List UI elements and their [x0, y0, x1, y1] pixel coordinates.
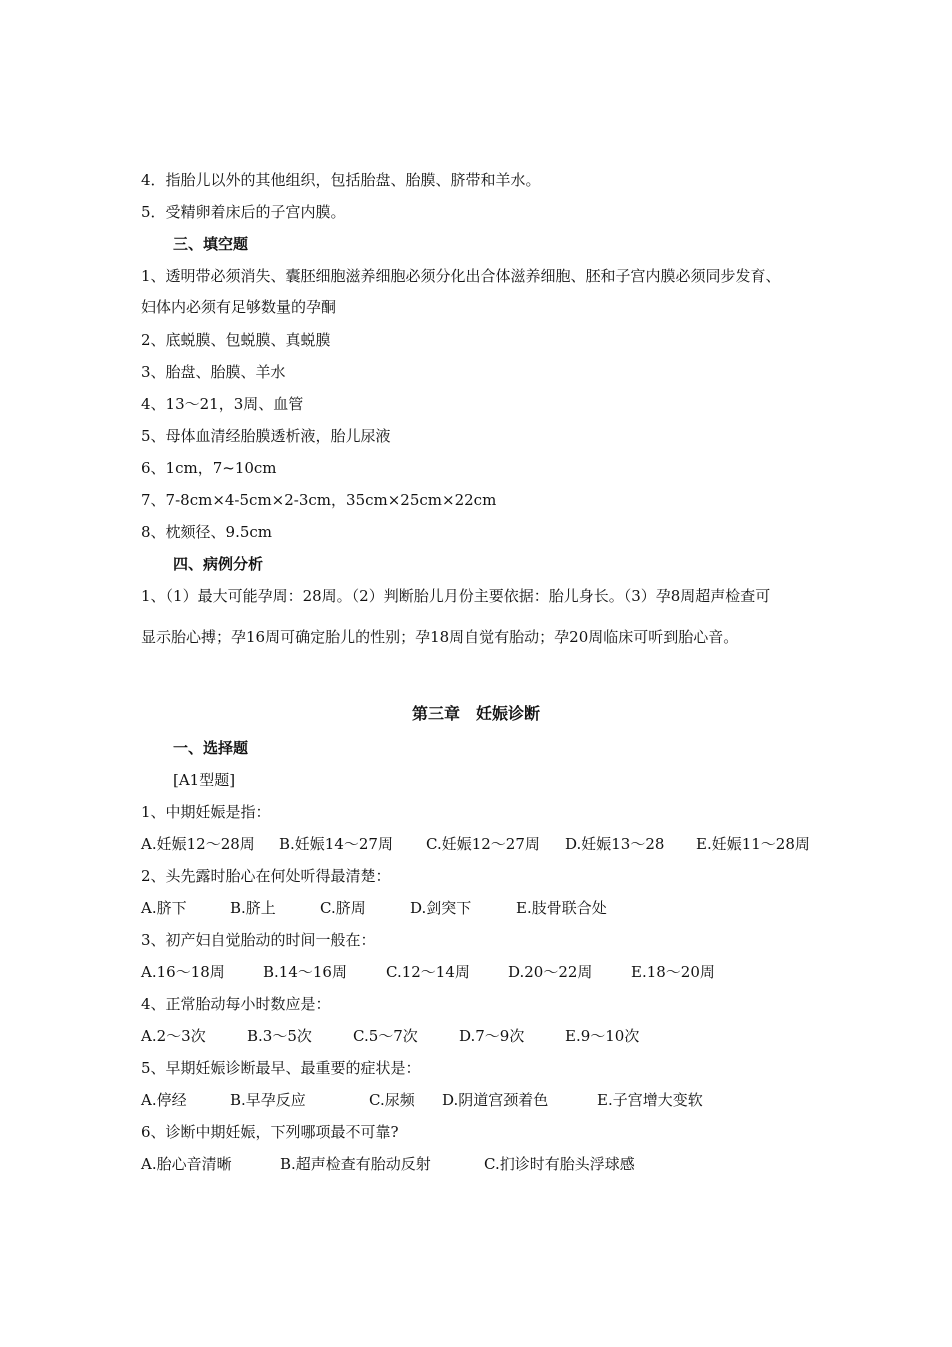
answer-line: 4．指胎儿以外的其他组织，包括胎盘、胎膜、脐带和羊水。	[141, 171, 541, 189]
fill-blank-answer: 6、1cm，7~10cm	[141, 459, 277, 477]
question-options	[141, 962, 715, 982]
fill-blank-answer: 5、母体血清经胎膜透析液，胎儿尿液	[141, 427, 391, 445]
option: C.5～7次	[353, 1027, 418, 1045]
option: C.扪诊时有胎头浮球感	[484, 1155, 635, 1173]
question-text: 6、诊断中期妊娠，下列哪项最不可靠?	[141, 1123, 399, 1141]
option: E.9～10次	[565, 1027, 640, 1045]
chapter-title: 第三章 妊娠诊断	[411, 704, 540, 723]
option: A.16～18周	[141, 963, 225, 981]
question-text: 3、初产妇自觉胎动的时间一般在：	[141, 931, 376, 949]
option: E.18～20周	[631, 963, 715, 981]
fill-blank-answer: 8、枕颏径、9.5cm	[141, 523, 273, 541]
option: E.肢骨联合处	[516, 899, 607, 917]
option: A.妊娠12～28周	[141, 835, 255, 853]
option: B.超声检查有胎动反射	[280, 1155, 431, 1173]
option: E.妊娠11～28周	[696, 835, 810, 853]
section-heading-case-analysis: 四、病例分析	[173, 555, 264, 573]
option: C.尿频	[369, 1091, 415, 1109]
option: D.妊娠13～28	[565, 835, 665, 853]
option: A.停经	[141, 1091, 187, 1109]
option: D.7～9次	[459, 1027, 525, 1045]
option: D.20～22周	[508, 963, 593, 981]
question-text: 4、正常胎动每小时数应是：	[141, 995, 331, 1013]
section-heading-choice: 一、选择题	[173, 739, 249, 757]
option: B.妊娠14～27周	[279, 835, 393, 853]
section-heading-fill-blank: 三、填空题	[173, 235, 249, 253]
fill-blank-answer: 1、透明带必须消失、囊胚细胞滋养细胞必须分化出合体滋养细胞、胚和子宫内膜必须同步发育、	[141, 267, 781, 285]
question-options	[141, 834, 810, 854]
option: B.早孕反应	[230, 1091, 306, 1109]
question-options	[141, 1154, 635, 1174]
question-text: 1、中期妊娠是指：	[141, 803, 271, 821]
question-options	[141, 1026, 639, 1046]
option: D.剑突下	[410, 899, 472, 917]
option: B.脐上	[230, 899, 276, 917]
fill-blank-answer: 3、胎盘、胎膜、羊水	[141, 363, 286, 381]
option: D.阴道宫颈着色	[442, 1091, 549, 1109]
option: B.14～16周	[263, 963, 347, 981]
option: A.脐下	[141, 899, 187, 917]
question-options	[141, 898, 607, 918]
option: C.妊娠12～27周	[426, 835, 540, 853]
question-text: 5、早期妊娠诊断最早、最重要的症状是：	[141, 1059, 421, 1077]
answer-line: 5．受精卵着床后的子宫内膜。	[141, 203, 346, 221]
question-type-label: [A1型题]	[173, 771, 236, 789]
case-analysis-answer: 1、（1）最大可能孕周：28周。（2）判断胎儿月份主要依据：胎儿身长。（3）孕8周超声检查可	[141, 587, 771, 605]
fill-blank-answer: 4、13～21，3周、血管	[141, 395, 304, 413]
option: C.脐周	[320, 899, 366, 917]
option: B.3～5次	[247, 1027, 312, 1045]
option: A.胎心音清晰	[141, 1155, 232, 1173]
question-options	[141, 1090, 703, 1110]
option: E.子宫增大变软	[597, 1091, 703, 1109]
fill-blank-answer: 7、7-8cm×4-5cm×2-3cm，35cm×25cm×22cm	[141, 491, 497, 509]
case-analysis-answer: 显示胎心搏；孕16周可确定胎儿的性别；孕18周自觉有胎动；孕20周临床可听到胎心音。	[141, 628, 739, 646]
option: A.2～3次	[141, 1027, 206, 1045]
fill-blank-answer: 2、底蜕膜、包蜕膜、真蜕膜	[141, 331, 331, 349]
option: C.12～14周	[386, 963, 470, 981]
fill-blank-answer: 妇体内必须有足够数量的孕酮	[141, 298, 337, 316]
question-text: 2、头先露时胎心在何处听得最清楚：	[141, 867, 391, 885]
